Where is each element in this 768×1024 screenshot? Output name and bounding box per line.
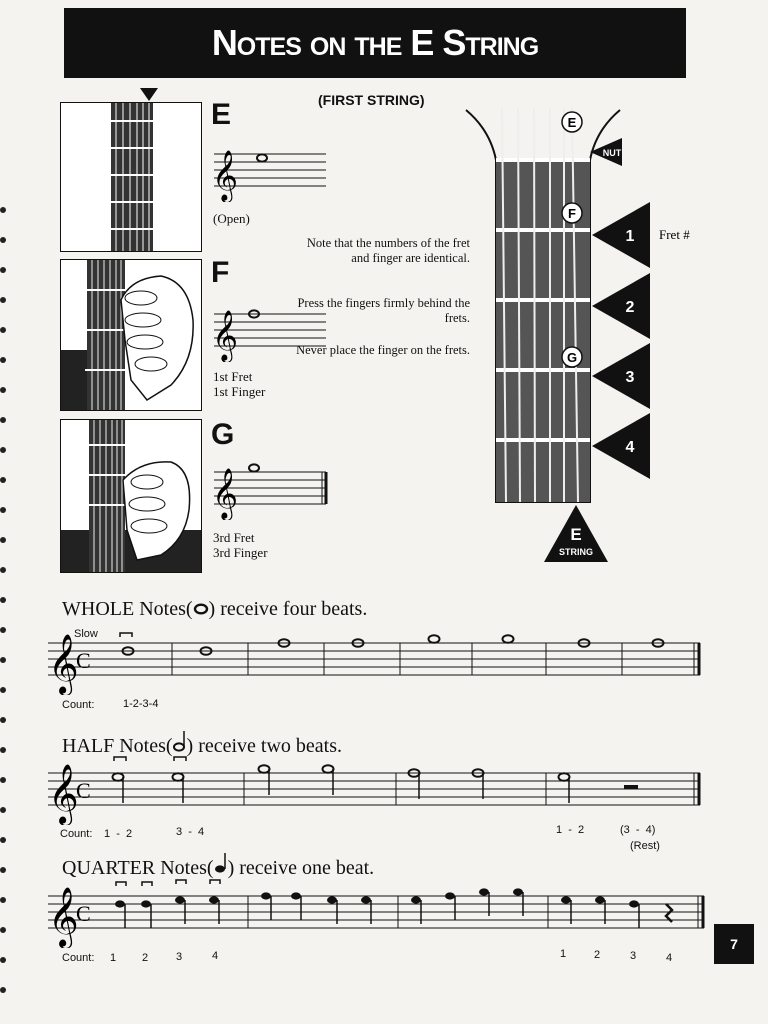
hand-photo-f: [60, 259, 202, 411]
count-quarter-4: 4: [212, 950, 219, 962]
svg-text:1: 1: [625, 228, 635, 245]
note-letter-f: F: [211, 256, 230, 289]
fretboard-photo-e: [60, 102, 202, 252]
quarter-note-icon: [214, 852, 228, 874]
staff-e: [210, 140, 330, 202]
count-quarter-6: 2: [594, 949, 601, 961]
fret-number-label: Fret #: [659, 227, 690, 242]
treble-clef-icon: 𝄞: [212, 310, 239, 361]
note-marker-e: [562, 112, 582, 132]
caption-f-finger: 1st Finger: [213, 384, 266, 399]
staff-g: [210, 458, 330, 520]
caption-open: (Open): [213, 211, 250, 226]
count-quarter-3: 3: [176, 951, 183, 963]
title-banner: [64, 8, 686, 78]
svg-text:2: 2: [625, 299, 635, 316]
staff-quarter-notes: [48, 878, 708, 948]
fret-flag-2: [592, 273, 650, 339]
common-time-icon: C: [76, 901, 91, 926]
caption-g-fret: 3rd Fret: [213, 530, 255, 545]
tip-press: Press the fingers firmly behind the frets.: [297, 296, 470, 325]
count-quarter-1: 1: [110, 952, 117, 964]
note-letter-g: G: [211, 418, 235, 451]
e-string-label: [544, 505, 608, 562]
count-quarter-7: 3: [630, 950, 637, 962]
whole-note-icon: [193, 603, 209, 615]
svg-text:NUT: NUT: [602, 148, 622, 158]
note-letter-e: E: [211, 98, 232, 131]
fret-flag-3: [592, 343, 650, 409]
treble-clef-icon: 𝄞: [212, 468, 239, 519]
rest-label: (Rest): [630, 840, 660, 852]
half-notes-heading: HALF Notes( ) receive two beats.: [62, 730, 342, 758]
treble-clef-icon: 𝄞: [48, 634, 79, 694]
count-half-1: 1 - 2: [104, 828, 133, 840]
quarter-rest-icon: [666, 904, 672, 922]
svg-text:4: 4: [625, 439, 635, 456]
common-time-icon: C: [76, 648, 91, 673]
count-quarter-8: 4: [666, 952, 673, 964]
note-marker-f: [562, 203, 582, 223]
arrow-down-icon: [140, 88, 158, 102]
svg-text:F: F: [568, 206, 576, 221]
count-whole-1: 1-2-3-4: [123, 698, 159, 710]
down-bow-icon: [120, 633, 132, 637]
svg-text:G: G: [566, 350, 578, 365]
treble-clef-icon: 𝄞: [48, 887, 79, 947]
count-half-2: 3 - 4: [176, 826, 205, 838]
count-label-half: Count:: [60, 828, 93, 840]
count-label-whole: Count:: [62, 699, 95, 711]
staff-half-notes: [48, 755, 704, 825]
quarter-notes-heading: QUARTER Notes( ) receive one beat.: [62, 852, 374, 880]
tip-never: Never place the finger on the frets.: [296, 343, 470, 357]
hand-photo-g: [60, 419, 202, 573]
count-quarter-2: 2: [142, 952, 149, 964]
svg-text:E: E: [570, 525, 582, 544]
svg-text:3: 3: [625, 369, 635, 386]
fretboard-diagram: [460, 100, 710, 570]
count-half-4: (3 - 4): [620, 824, 656, 836]
fret-flag-1: [592, 202, 650, 268]
spiral-binding: [0, 0, 14, 1024]
tip-identical: Note that the numbers of the fret and finger are identical.: [306, 236, 470, 265]
count-quarter-5: 1: [560, 948, 567, 960]
staff-whole-notes: [48, 625, 704, 695]
caption-g-finger: 3rd Finger: [213, 545, 268, 560]
page-number: 7: [714, 924, 754, 964]
page-subtitle: (FIRST STRING): [318, 92, 425, 108]
half-rest-icon: [624, 785, 638, 789]
half-note-icon: [173, 730, 187, 752]
page-title: Notes on the E String: [211, 22, 539, 63]
treble-clef-icon: 𝄞: [212, 150, 239, 201]
count-label-quarter: Count:: [62, 952, 95, 964]
count-half-3: 1 - 2: [556, 824, 585, 836]
common-time-icon: C: [76, 778, 91, 803]
tempo-marking: Slow: [74, 628, 98, 640]
fret-flag-4: [592, 413, 650, 479]
treble-clef-icon: 𝄞: [48, 764, 79, 824]
note-marker-g: [562, 347, 582, 367]
whole-notes-heading: WHOLE Notes( ) receive four beats.: [62, 598, 368, 620]
svg-text:E: E: [567, 115, 577, 130]
caption-f-fret: 1st Fret: [213, 369, 253, 384]
svg-text:STRING: STRING: [558, 547, 594, 557]
